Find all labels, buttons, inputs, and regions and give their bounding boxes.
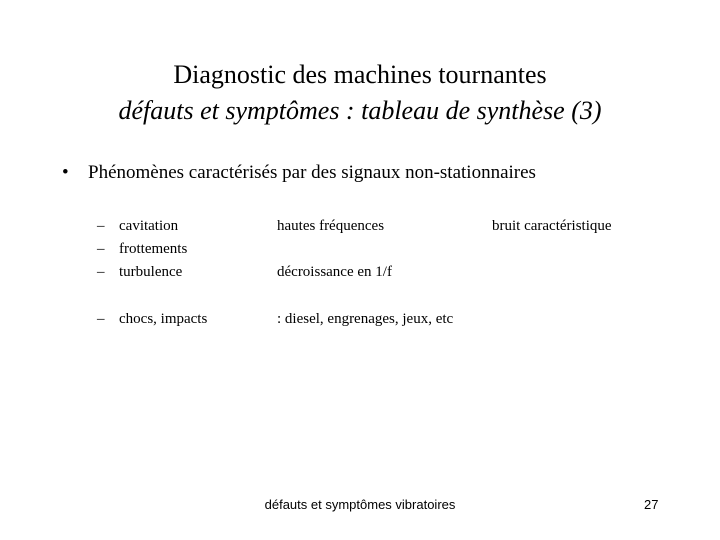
list-item-frottements bbox=[97, 241, 187, 258]
bullet-marker: • bbox=[62, 162, 69, 183]
main-bullet bbox=[62, 162, 536, 184]
main-bullet-text: Phénomènes caractérisés par des signaux non-stationnaires bbox=[88, 162, 536, 183]
list-item-label: frottements bbox=[119, 241, 188, 257]
list-item-label: turbulence bbox=[119, 264, 183, 280]
slide-subtitle: défauts et symptômes : tableau de synthèse (3) bbox=[118, 96, 602, 125]
list-item-chocs-impacts bbox=[97, 311, 207, 328]
row-cavitation-col3: bruit caractéristique bbox=[492, 218, 612, 234]
dash-marker: – bbox=[97, 241, 105, 257]
list-item-label: chocs, impacts bbox=[119, 311, 208, 327]
slide-title: Diagnostic des machines tournantes bbox=[173, 60, 547, 89]
row-chocs-col2: : diesel, engrenages, jeux, etc bbox=[277, 311, 454, 327]
page-number: 27 bbox=[644, 497, 659, 512]
row-cavitation-col2: hautes fréquences bbox=[277, 218, 385, 234]
list-item-cavitation bbox=[97, 218, 178, 235]
list-item-turbulence bbox=[97, 264, 182, 281]
dash-marker: – bbox=[97, 218, 105, 234]
dash-marker: – bbox=[97, 311, 105, 327]
row-turbulence-col2: décroissance en 1/f bbox=[277, 264, 392, 280]
footer-text: défauts et symptômes vibratoires bbox=[264, 497, 456, 512]
dash-marker: – bbox=[97, 264, 105, 280]
list-item-label: cavitation bbox=[119, 218, 179, 234]
